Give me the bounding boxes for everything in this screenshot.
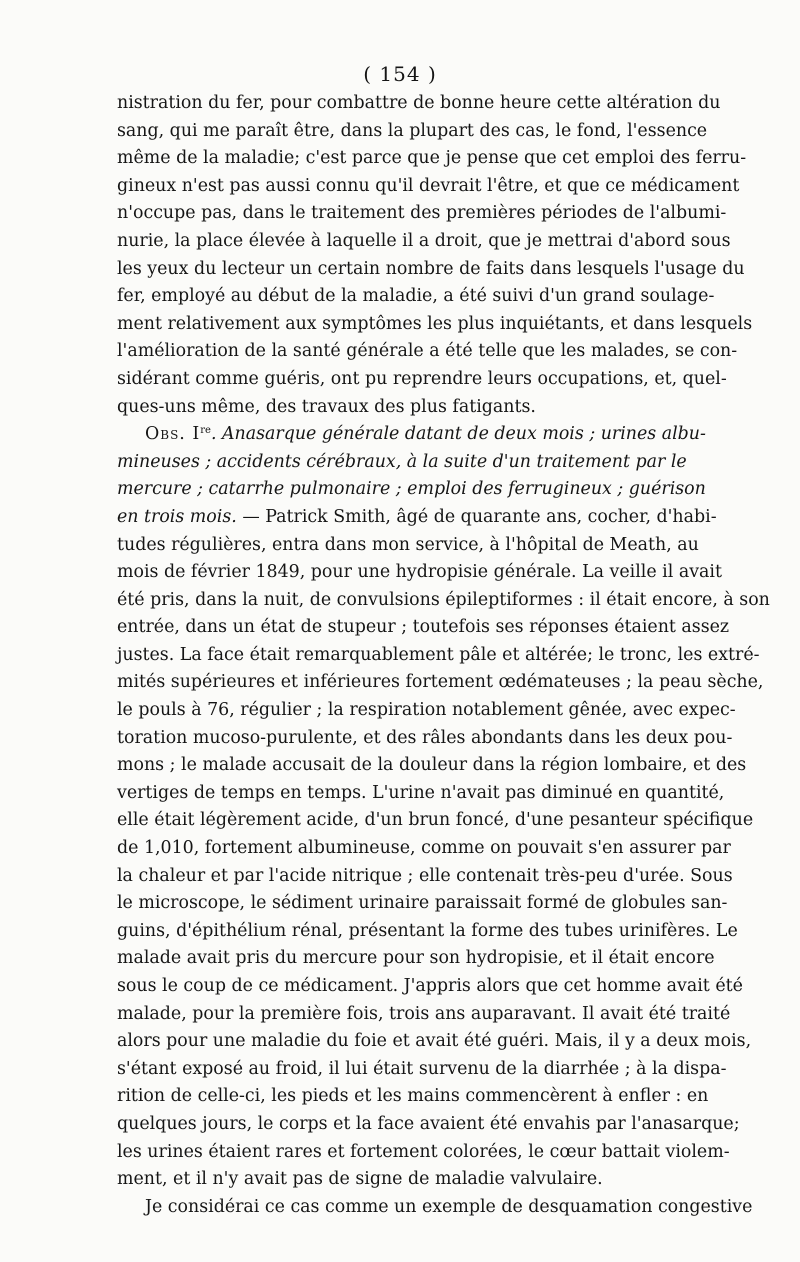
text-line: sous le coup de ce médicament. J'appris alors que cet homme avait été [117,976,743,996]
text-line: les yeux du lecteur un certain nombre de faits dans lesquels l'usage du [117,258,745,279]
text-line: ment, et il n'y avait pas de signe de maladie valvulaire. [117,1169,603,1190]
text-line: la chaleur et par l'acide nitrique ; elle contenait très-peu d'urée. Sous [117,865,733,886]
text-line: alors pour une maladie du foie et avait été guéri. Mais, il y a deux mois, [117,1031,752,1052]
text-line: gineux n'est pas aussi connu qu'il devrait l'être, et que ce médicament [117,175,740,196]
text-line: quelques jours, le corps et la face avaient été envahis par l'anasarque; [117,1113,740,1134]
text-line: mois de février 1849, pour une hydropisie générale. La veille il avait [117,562,722,583]
obs-title-end: en trois mois. [117,506,237,527]
text-line: même de la maladie; c'est parce que je pense que cet emploi des ferru- [117,148,747,169]
text-line: ques-uns même, des travaux des plus fatigants. [117,396,536,417]
text-line: entrée, dans un état de stupeur ; toutefois ses réponses étaient assez [117,617,730,638]
obs-text-start: — Patrick Smith, âgé de quarante ans, cocher, d'habi- [236,506,717,527]
text-line: nurie, la place élevée à laquelle il a droit, que je mettrai d'abord sous [117,230,731,251]
observation-title-line: mercure ; catarrhe pulmonaire ; emploi des ferrugineux ; guérison [117,479,706,500]
paragraph-1 [117,90,753,421]
text-line: mons ; le malade accusait de la douleur dans la région lombaire, et des [117,755,747,776]
text-line: ment relativement aux symptômes les plus inquiétants, et dans lesquels [117,313,753,334]
obs-label: Obs. I [145,424,201,445]
text-line: guins, d'épithélium rénal, présentant la forme des tubes urinifères. Le [117,920,738,941]
text-line: fer, employé au début de la maladie, a été suivi d'un grand soulage- [117,286,715,307]
obs-title: . Anasarque générale datant de deux mois ; urines albu- [210,424,706,445]
text-line: vertiges de temps en temps. L'urine n'avait pas diminué en quantité, [117,782,725,803]
text-line: de 1,010, fortement albumineuse, comme on pouvait s'en assurer par [117,838,731,859]
text-line: sidérant comme guéris, ont pu reprendre leurs occupations, et, quel- [117,368,727,389]
text-line: sang, qui me paraît être, dans la plupart des cas, le fond, l'essence [117,120,708,141]
text-line: tudes régulières, entra dans mon service, à l'hôpital de Meath, au [117,534,699,555]
text-line: rition de celle-ci, les pieds et les mains commencèrent à enfler : en [117,1086,709,1107]
text-line-final: Je considérai ce cas comme un exemple de desquamation congestive [145,1196,753,1217]
text-line: toration mucoso-purulente, et des râles abondants dans les deux pou- [117,727,733,748]
text-line: elle était légèrement acide, d'un brun foncé, d'une pesanteur spécifique [117,810,754,831]
text-line: malade avait pris du mercure pour son hydropisie, et il était encore [117,948,715,969]
text-line: le pouls à 76, régulier ; la respiration notablement gênée, avec expec- [117,700,736,721]
text-line: n'occupe pas, dans le traitement des premières périodes de l'albumi- [117,203,727,224]
observation [117,421,770,1194]
text-line: le microscope, le sédiment urinaire paraissait formé de globules san- [117,893,728,914]
obs-label-sup: re [200,425,211,437]
text-line: justes. La face était remarquablement pâle et altérée; le tronc, les extré- [117,644,760,665]
observation-title-line: mineuses ; accidents cérébraux, à la suite d'un traitement par le [117,451,687,472]
text-line: les urines étaient rares et fortement colorées, le cœur battait violem- [117,1141,730,1162]
text-line: mités supérieures et inférieures fortement œdémateuses ; la peau sèche, [117,672,764,693]
text-line: l'amélioration de la santé générale a été telle que les malades, se con- [117,341,738,362]
observation-title-line [117,504,717,532]
text-line: malade, pour la première fois, trois ans auparavant. Il avait été traité [117,1003,731,1024]
page-number: ( 154 ) [363,62,437,86]
text-line: nistration du fer, pour combattre de bonne heure cette altération du [117,93,721,113]
body-text [117,90,770,1221]
text-line: été pris, dans la nuit, de convulsions épileptiformes : il était encore, à son [117,589,770,610]
text-line: s'étant exposé au froid, il lui était survenu de la diarrhée ; à la dispa- [117,1058,727,1079]
observation-title-line [117,421,706,449]
